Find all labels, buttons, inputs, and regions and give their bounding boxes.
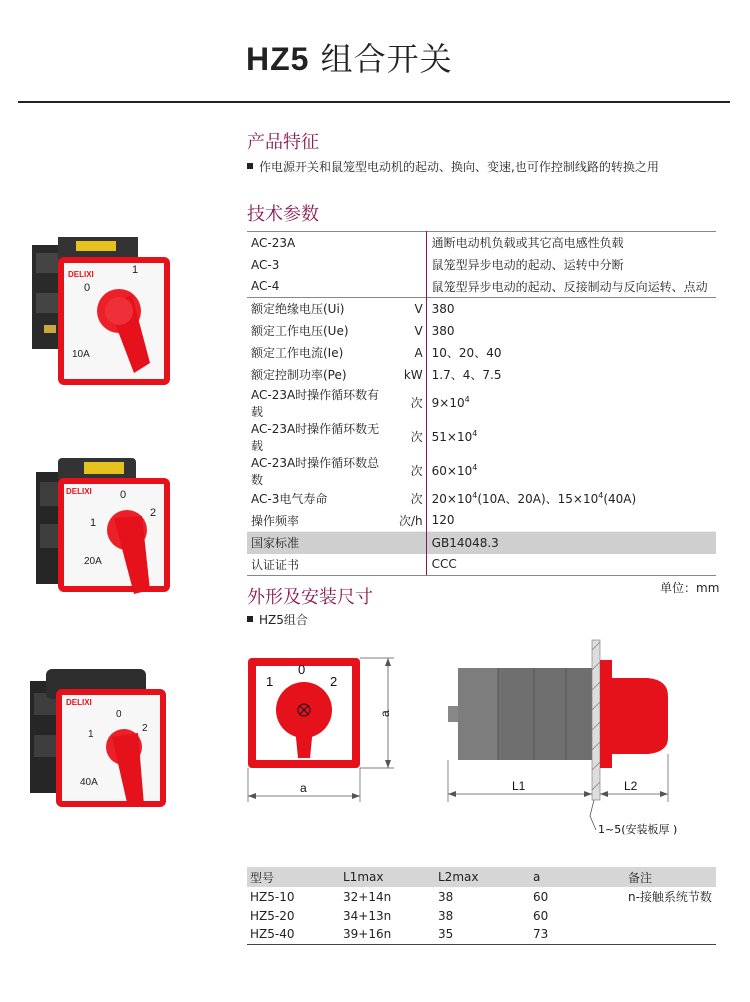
cell: 34+13n: [343, 908, 392, 923]
spec-unit: 次: [395, 386, 426, 420]
dimension-drawing: [236, 620, 726, 840]
spec-value: $60\times 10^4$: [431, 463, 478, 478]
photo-pos-label: 1: [90, 517, 97, 529]
photo-brand: DELIXI: [66, 487, 92, 496]
table-row: [247, 232, 716, 254]
spec-name: AC-23A时操作循环数总数: [251, 455, 380, 487]
col-header: L1max: [340, 867, 435, 887]
photo-pos-label: 1: [132, 264, 139, 276]
side-view: [448, 640, 677, 836]
product-photo-10a: [24, 233, 174, 393]
spec-name: 认证证书: [247, 554, 395, 576]
unit-label: 单位：mm: [660, 581, 720, 595]
table-row: [247, 364, 716, 386]
col-header: 型号: [247, 867, 340, 887]
spec-value: $20\times 10^4(10A$、20A)、$15\times 10^4(40A)$: [431, 491, 637, 506]
spec-unit: 次: [395, 420, 426, 454]
table-row: [247, 454, 716, 488]
photo-pos-label: 1: [88, 729, 94, 740]
spec-name: AC-23A时操作循环数有载: [251, 387, 380, 419]
table-row: [247, 298, 716, 320]
spec-value: 鼠笼型异步电动的起动、运转中分断: [431, 258, 624, 272]
front-dim-horizontal: a: [300, 781, 307, 795]
photo-pos-label: 2: [150, 507, 157, 519]
photo-pos-label: 0: [116, 709, 122, 720]
cell: 38: [438, 908, 454, 923]
spec-value: CCC: [426, 554, 716, 576]
spec-value: 380: [431, 323, 455, 338]
spec-name: 额定控制功率(Pe): [251, 368, 347, 382]
cell: [625, 925, 716, 944]
cell: 38: [438, 889, 454, 904]
table-row: [247, 386, 716, 420]
cell: n-接触系统节数: [628, 890, 712, 904]
spec-name: AC-23A时操作循环数无载: [251, 421, 380, 453]
spec-value: 120: [431, 513, 455, 528]
cell: [625, 906, 716, 925]
spec-name: AC-3: [251, 257, 280, 272]
title-name: 组合开关: [320, 40, 453, 78]
spec-unit: A: [395, 342, 426, 364]
photo-pos-label: 2: [142, 723, 148, 734]
cell: 35: [435, 925, 530, 944]
photo-pos-label: 0: [120, 489, 127, 501]
spec-value: 380: [426, 298, 716, 320]
dimensions-subtitle: HZ5组合: [259, 613, 308, 627]
side-dim-l2: L2: [624, 779, 638, 793]
spec-name: AC-3电气寿命: [251, 492, 328, 506]
square-bullet-icon: [247, 163, 253, 169]
spec-name: AC-23A: [247, 232, 395, 254]
page-title: [246, 34, 453, 80]
col-header: L2max: [435, 867, 530, 887]
spec-value: $9\times 10^4$: [431, 395, 470, 410]
front-view: [248, 658, 394, 802]
spec-value: 鼠笼型异步电动的起动、反接制动与反向运转、点动: [431, 279, 708, 294]
dimensions-heading: 外形及安装尺寸: [247, 587, 373, 608]
title-model: HZ5: [246, 41, 310, 77]
front-pos-1: 1: [266, 674, 274, 689]
table-row: [247, 276, 716, 298]
front-pos-0: 0: [298, 662, 306, 677]
spec-unit: V: [395, 298, 426, 320]
table-row: [247, 925, 716, 944]
table-header-row: [247, 867, 716, 887]
cell: HZ5-40: [247, 925, 340, 944]
table-row: [247, 887, 716, 906]
col-header: a: [530, 867, 625, 887]
spec-unit: V: [395, 320, 426, 342]
specs-heading: 技术参数: [247, 204, 319, 225]
spec-name: 国家标准: [247, 532, 395, 554]
spec-name: 额定绝缘电压(Ui): [247, 298, 395, 320]
cell: 32+14n: [343, 889, 392, 904]
spec-table: [247, 231, 716, 576]
table-row: [247, 532, 716, 554]
table-row: [247, 342, 716, 364]
spec-name: 操作频率: [251, 513, 300, 528]
cell: 60: [533, 889, 549, 904]
features-text: 作电源开关和鼠笼型电动机的起动、换向、变速,也可作控制线路的转换之用: [259, 160, 659, 174]
side-dim-l1: L1: [512, 779, 526, 793]
cell: HZ5-20: [250, 908, 295, 923]
features-text-line: [247, 158, 659, 175]
spec-name: 额定工作电压(Ue): [251, 324, 349, 338]
model-table: [247, 867, 716, 945]
spec-value: $51\times 10^4$: [431, 429, 478, 444]
spec-unit: kW: [395, 364, 426, 386]
photo-brand: DELIXI: [68, 270, 94, 279]
table-row: [247, 906, 716, 925]
photo-rating: 40A: [80, 777, 98, 788]
plate-thickness-label: 1~5(安装板厚 ): [598, 823, 678, 836]
table-row: [247, 420, 716, 454]
spec-name: AC-4: [251, 279, 280, 294]
table-row: [247, 554, 716, 576]
product-photo-40a: [26, 667, 176, 812]
spec-unit: 次/h: [395, 510, 426, 532]
cell: HZ5-10: [250, 889, 295, 904]
cell: 73: [530, 925, 625, 944]
table-row: [247, 320, 716, 342]
cell: 39+16n: [340, 925, 435, 944]
photo-rating: 10A: [72, 349, 90, 360]
spec-unit: 次: [395, 488, 426, 510]
photo-brand: DELIXI: [66, 698, 92, 707]
front-dim-vertical: a: [378, 710, 392, 717]
spec-unit: 次: [395, 454, 426, 488]
table-row: [247, 488, 716, 510]
cell: 60: [533, 908, 549, 923]
spec-name: 额定工作电流(Ie): [251, 346, 344, 360]
table-row: [247, 510, 716, 532]
spec-value: GB14048.3: [426, 532, 716, 554]
col-header: 备注: [625, 867, 716, 887]
photo-pos-label: 0: [84, 282, 91, 294]
spec-value: 1.7、4、7.5: [431, 368, 502, 382]
photo-rating: 20A: [84, 556, 102, 567]
table-row: [247, 254, 716, 276]
product-photo-20a: [32, 454, 182, 599]
spec-value: 10、20、40: [431, 346, 502, 360]
features-heading: 产品特征: [247, 132, 319, 153]
title-divider: [18, 101, 730, 103]
spec-value: 通断电动机负载或其它高电感性负载: [426, 232, 716, 254]
front-pos-2: 2: [330, 674, 338, 689]
